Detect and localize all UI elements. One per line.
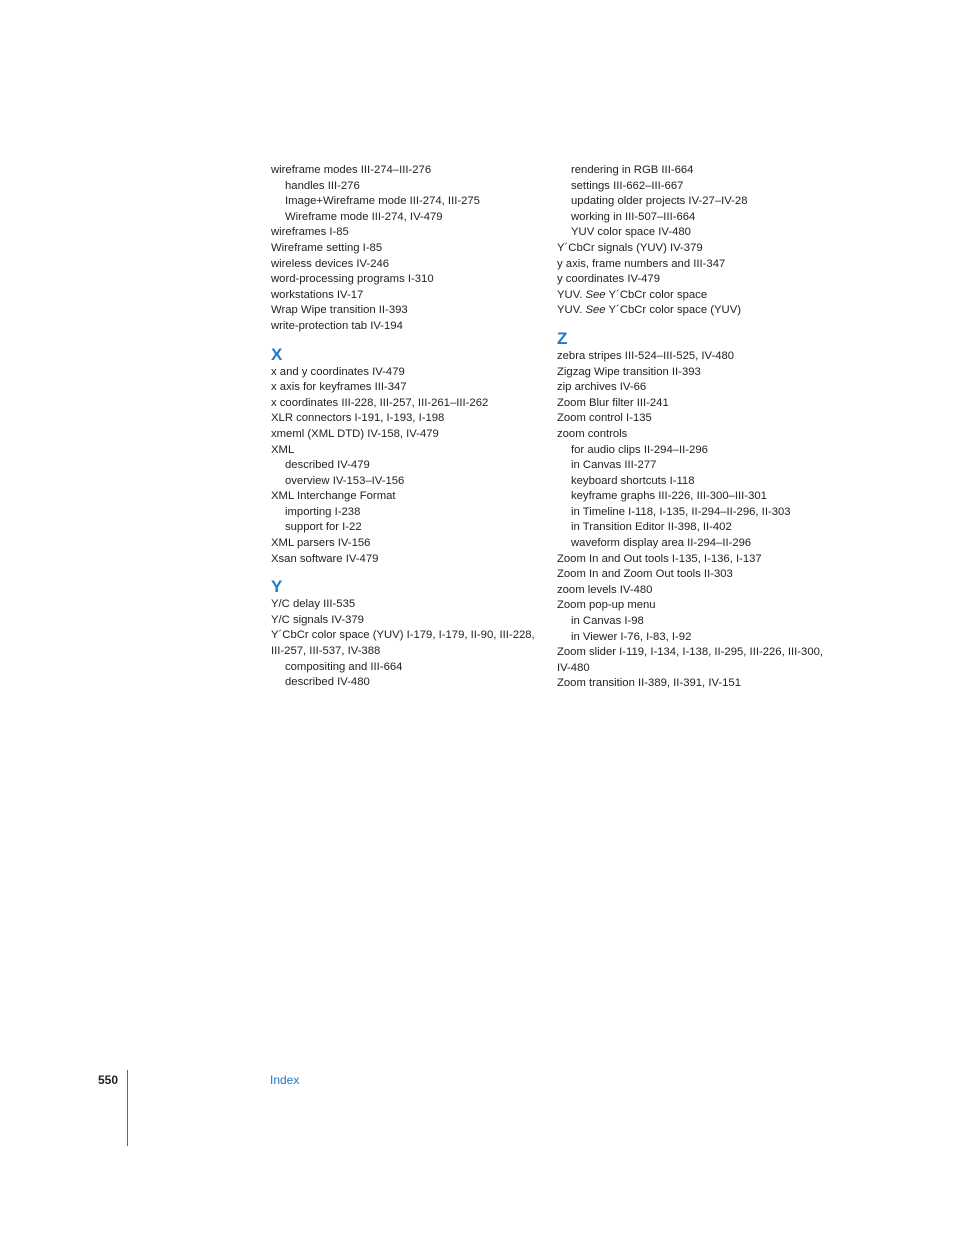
index-entry: Y/C signals IV-379 (271, 613, 364, 626)
index-column-right (557, 163, 837, 692)
index-entry: zip archives IV-66 (557, 381, 647, 394)
footer-divider (127, 1070, 128, 1146)
index-entry: Y´CbCr color space (YUV) I-179, I-179, II-90, III-228, III-257, III-537, IV-388 (271, 629, 535, 658)
index-subentry: overview IV-153–IV-156 (285, 474, 405, 487)
index-subentry: for audio clips II-294–II-296 (571, 443, 708, 456)
y-entries (271, 597, 541, 691)
section-letter-y: Y (271, 577, 283, 597)
index-subentry: keyframe graphs III-226, III-300–III-301 (571, 490, 767, 503)
w-entries (271, 163, 541, 335)
index-entry: wireframe modes III-274–III-276 (271, 164, 432, 176)
index-entry: Wrap Wipe transition II-393 (271, 304, 408, 317)
index-entry: wireless devices IV-246 (271, 257, 390, 270)
index-entry: XML Interchange Format (271, 490, 396, 503)
index-subentry: in Canvas III-277 (571, 459, 657, 472)
index-entry: x coordinates III-228, III-257, III-261–III-262 (271, 396, 489, 409)
index-entry: y coordinates IV-479 (557, 273, 660, 286)
index-entry: Zoom Blur filter III-241 (557, 396, 669, 409)
index-entry: XML parsers IV-156 (271, 537, 371, 550)
index-subentry: importing I-238 (285, 505, 361, 518)
index-entry: Xsan software IV-479 (271, 552, 379, 565)
entry-term: YUV. (557, 304, 583, 317)
index-entry: word-processing programs I-310 (271, 273, 434, 286)
index-entry: Y´CbCr signals (YUV) IV-379 (557, 241, 703, 254)
section-name: Index (270, 1073, 300, 1087)
index-entry: x and y coordinates IV-479 (271, 365, 405, 378)
index-entry: Zigzag Wipe transition II-393 (557, 365, 701, 378)
index-subentry: keyboard shortcuts I-118 (571, 474, 695, 487)
section-letter-x: X (271, 344, 283, 364)
index-column-left (271, 163, 541, 691)
index-subentry: handles III-276 (285, 179, 360, 192)
z-entries (557, 349, 837, 692)
index-entry: Zoom In and Out tools I-135, I-136, I-137 (557, 552, 762, 565)
x-entries (271, 365, 541, 568)
index-subentry: described IV-480 (285, 676, 370, 689)
entry-term: YUV. (557, 288, 583, 301)
index-subentry: in Canvas I-98 (571, 615, 644, 628)
index-subentry: Wireframe mode III-274, IV-479 (285, 210, 443, 223)
see-target: Y´CbCr color space (YUV) (608, 304, 741, 317)
index-entry: Zoom control I-135 (557, 412, 652, 425)
index-entry: y axis, frame numbers and III-347 (557, 257, 726, 270)
y-continued-entries (557, 163, 837, 319)
index-subentry: updating older projects IV-27–IV-28 (571, 195, 748, 208)
index-subentry: compositing and III-664 (285, 660, 403, 673)
index-subentry: in Timeline I-118, I-135, II-294–II-296, II-303 (571, 505, 791, 518)
see-target: Y´CbCr color space (608, 288, 708, 301)
index-entry: zoom controls (557, 427, 628, 440)
index-entry (557, 288, 837, 304)
index-subentry: described IV-479 (285, 459, 370, 472)
index-entry: Zoom slider I-119, I-134, I-138, II-295, III-226, III-300, IV-480 (557, 646, 824, 674)
page-number: 550 (98, 1073, 119, 1087)
index-entry: wireframes I-85 (271, 226, 349, 239)
index-entry: Zoom transition II-389, II-391, IV-151 (557, 677, 741, 690)
index-subentry: Image+Wireframe mode III-274, III-275 (285, 195, 480, 208)
index-entry: XLR connectors I-191, I-193, I-198 (271, 412, 445, 425)
index-subentry: in Viewer I-76, I-83, I-92 (571, 630, 692, 643)
index-subentry: settings III-662–III-667 (571, 179, 684, 192)
index-subentry: working in III-507–III-664 (571, 210, 696, 223)
index-entry: XML (271, 443, 295, 456)
see-reference: See (585, 288, 606, 301)
index-entry: xmeml (XML DTD) IV-158, IV-479 (271, 427, 439, 440)
index-subentry: YUV color space IV-480 (571, 226, 691, 239)
section-letter-z: Z (557, 328, 568, 348)
index-entry: x axis for keyframes III-347 (271, 381, 407, 394)
index-subentry: waveform display area II-294–II-296 (571, 537, 752, 550)
index-entry: workstations IV-17 (271, 288, 364, 301)
index-subentry: support for I-22 (285, 521, 362, 534)
index-subentry: in Transition Editor II-398, II-402 (571, 521, 732, 534)
index-entry: zebra stripes III-524–III-525, IV-480 (557, 349, 735, 362)
see-reference: See (585, 304, 606, 317)
index-entry: Y/C delay III-535 (271, 598, 356, 611)
index-entry: Zoom pop-up menu (557, 599, 656, 612)
index-entry: Zoom In and Zoom Out tools II-303 (557, 568, 733, 581)
index-entry: Wireframe setting I-85 (271, 241, 383, 254)
index-entry: write-protection tab IV-194 (271, 319, 403, 332)
index-subentry: rendering in RGB III-664 (571, 164, 694, 176)
index-entry: zoom levels IV-480 (557, 583, 653, 596)
index-entry (557, 303, 837, 319)
